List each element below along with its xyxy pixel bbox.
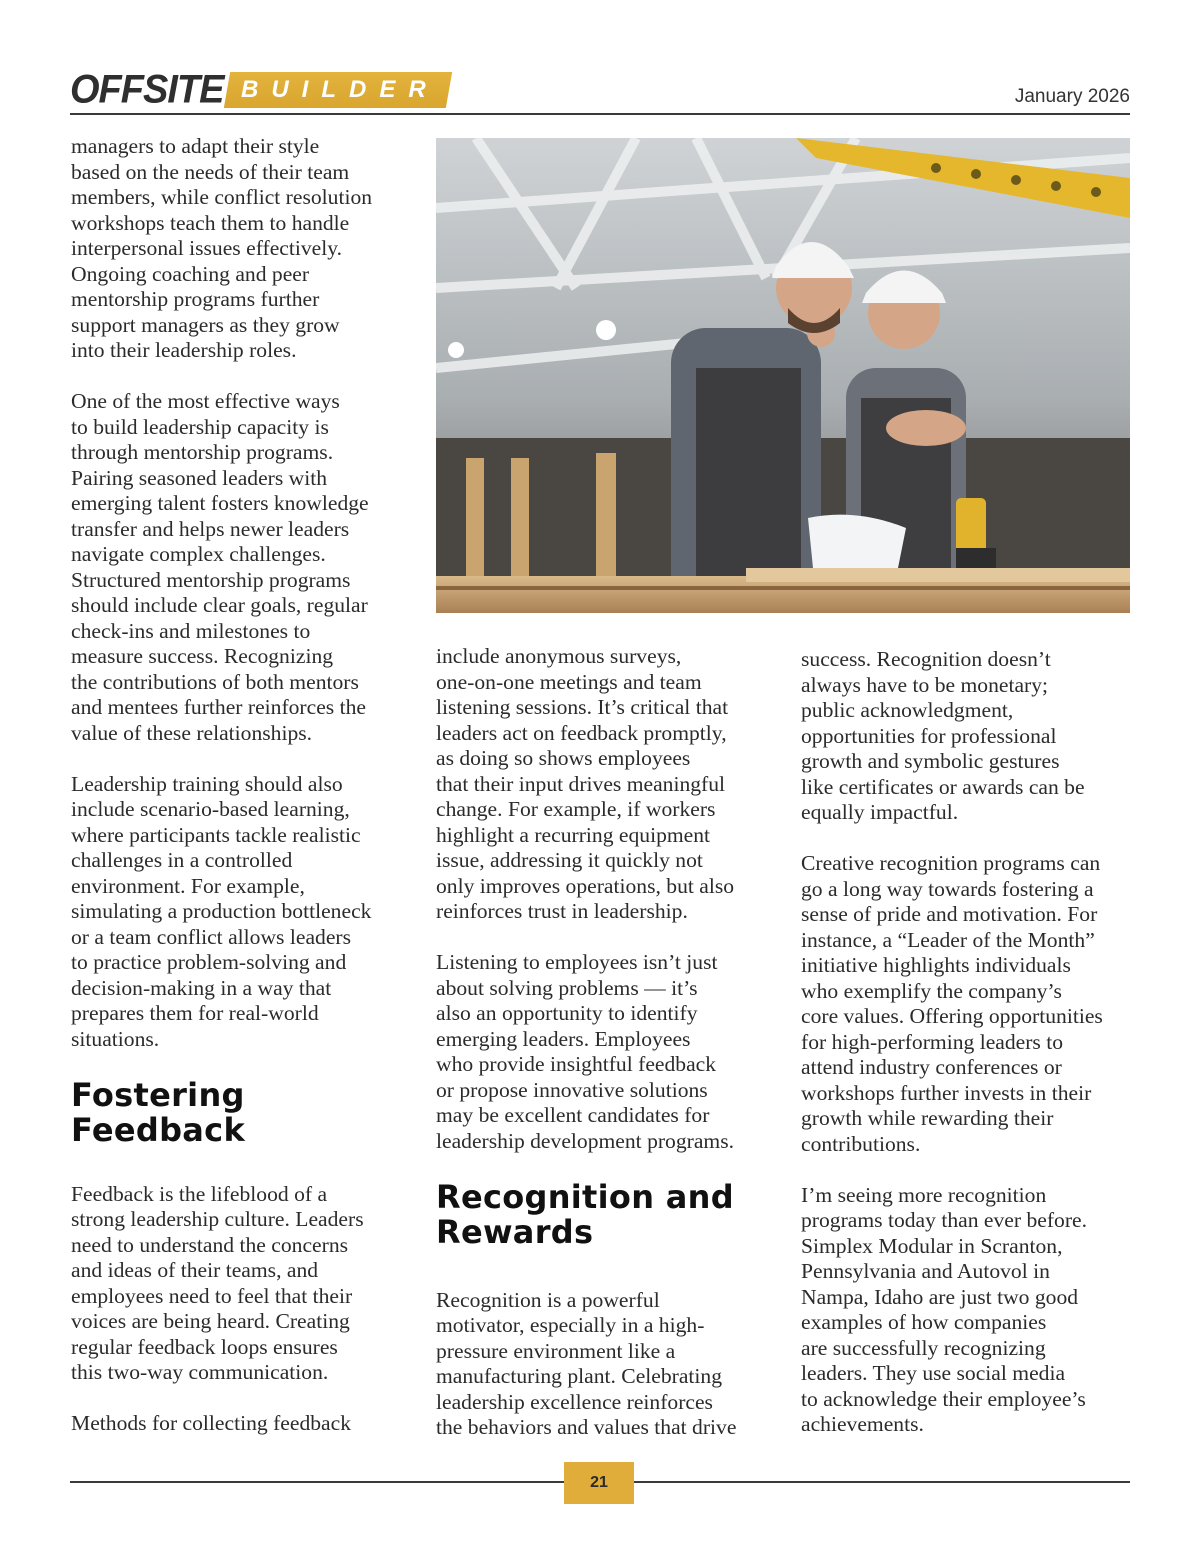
logo-wordmark-builder: BUILDER (241, 76, 440, 103)
article-column-2 (436, 644, 776, 1466)
header-divider (70, 113, 1130, 115)
logo-wordmark-offsite: OFFSITE (70, 67, 224, 113)
body-paragraph: One of the most effective ways to build leadership capacity is through mentorship programs. Pairing seasoned leaders with emerging talent fosters knowledge transfer and helps newer leaders navigate complex challenges. Structured mentorship programs should include clear goals, regular check-ins and milestones to measure success. Recognizing the contributions of both mentors and mentees further reinforces the value of these relationships. (71, 389, 369, 745)
section-heading-fostering-feedback: Fostering Feedback (71, 1075, 246, 1149)
masthead (70, 66, 1130, 114)
body-paragraph: Recognition is a powerful motivator, especially in a high- pressure environment like a manufacturing plant. Celebrating leadership excellence reinforces the behaviors and values that drive (436, 1287, 737, 1439)
article-column-3 (801, 647, 1141, 1463)
issue-date: January 2026 (1014, 86, 1130, 107)
article-photo (436, 138, 1130, 613)
section-heading-recognition-rewards: Recognition and Rewards (436, 1177, 734, 1251)
footer-divider-right (634, 1481, 1130, 1483)
page-number: 21 (590, 1474, 608, 1491)
body-paragraph: I’m seeing more recognition programs today than ever before. Simplex Modular in Scranton, Pennsylvania and Autovol in Nampa, Idaho are just two good examples of how companies are successfully recognizing leaders. They use social media to acknowledge their employee’s achievements. (801, 1182, 1088, 1436)
body-paragraph: managers to adapt their style based on the needs of their team members, while conflict resolution workshops teach them to handle interpersonal issues effectively. Ongoing coaching and peer mentorship programs further support managers as they grow into their leadership roles. (71, 134, 373, 362)
body-paragraph: Methods for collecting feedback (71, 1411, 352, 1435)
workers-photo-illustration (436, 138, 1130, 613)
body-paragraph: success. Recognition doesn’t always have to be monetary; public acknowledgment, opportunities for professional growth and symbolic gestures like certificates or awards can be equally impactful. (801, 647, 1085, 824)
footer-divider-left (70, 1481, 564, 1483)
offsite-builder-logo (70, 67, 449, 113)
body-paragraph: Feedback is the lifeblood of a strong leadership culture. Leaders need to understand the concerns and ideas of their teams, and employees need to feel that their voices are being heard. Creating regular feedback loops ensures this two-way communication. (71, 1181, 364, 1384)
page-number-badge (564, 1462, 634, 1504)
body-paragraph: Listening to employees isn’t just about solving problems — it’s also an opportunity to identify emerging leaders. Employees who provide insightful feedback or propose innovative solutions may be excellent candidates for leadership development programs. (436, 950, 735, 1153)
logo-wordmark-builder-badge (224, 72, 452, 108)
body-paragraph: Creative recognition programs can go a long way towards fostering a sense of pride and motivation. For instance, a “Leader of the Month” initiative highlights individuals who exemplify the company’s core values. Offering opportunities for high-performing leaders to attend industry conferences or workshops further invests in their growth while rewarding their contributions. (801, 851, 1103, 1156)
article-column-1 (71, 134, 411, 1462)
body-paragraph: Leadership training should also include scenario-based learning, where participants tackle realistic challenges in a controlled environment. For example, simulating a production bottleneck or a team conflict allows leaders to practice problem-solving and decision-making in a way that prepares them for real-world situations. (71, 771, 372, 1051)
body-paragraph: include anonymous surveys, one-on-one meetings and team listening sessions. It’s critical that leaders act on feedback promptly, as doing so shows employees that their input drives meaningful change. For example, if workers highlight a recurring equipment issue, addressing it quickly not only improves operations, but also reinforces trust in leadership. (436, 644, 735, 923)
